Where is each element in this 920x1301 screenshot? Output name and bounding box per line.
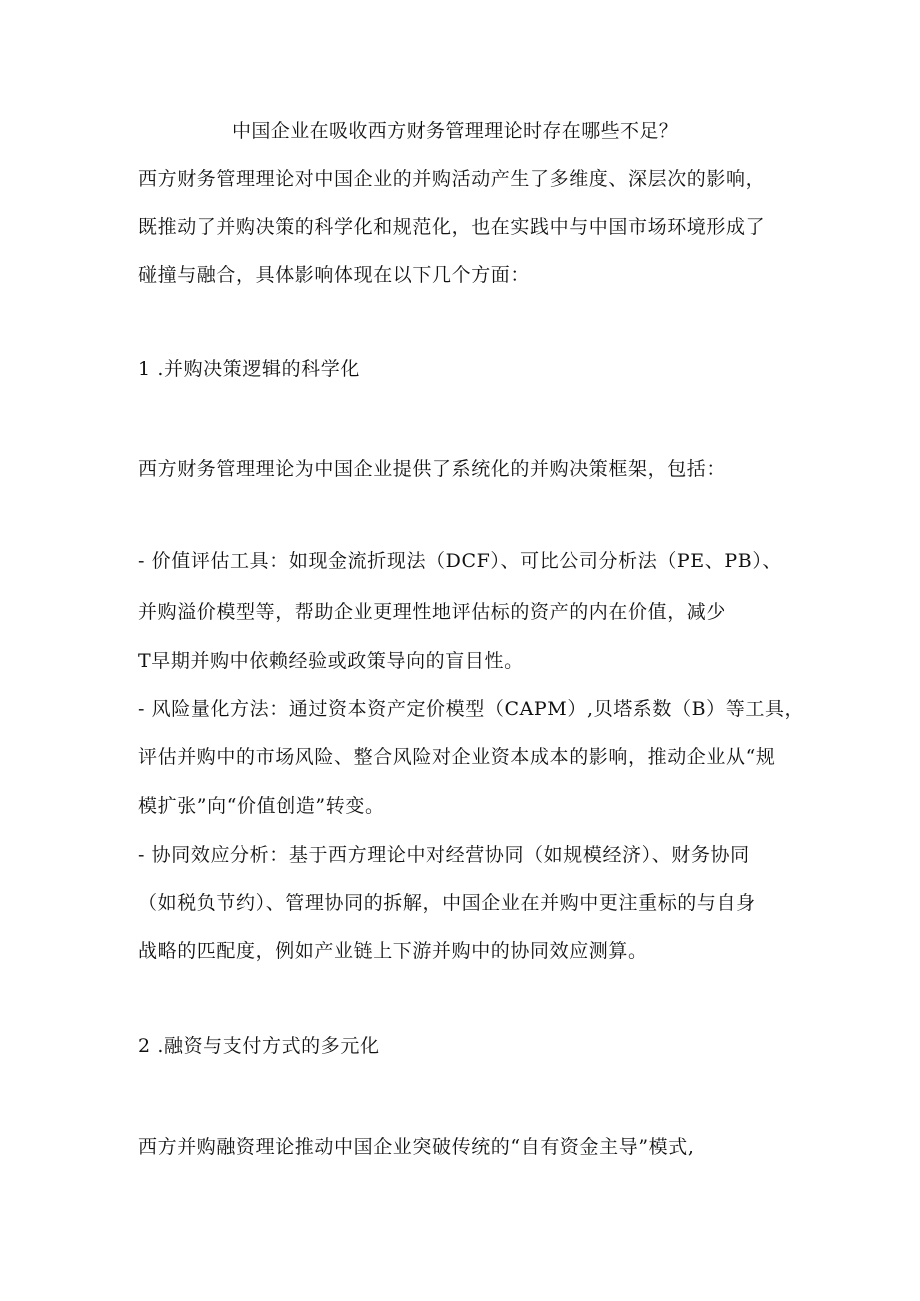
intro-line-2: 既推动了并购决策的科学化和规范化，也在实践中与中国市场环境形成了 — [138, 216, 766, 238]
intro-line-1: 西方财务管理理论对中国企业的并购活动产生了多维度、深层次的影响， — [138, 168, 766, 190]
bullet-valuation-line-3: T早期并购中依赖经验或政策导向的盲目性。 — [138, 650, 524, 672]
document-title: 中国企业在吸收西方财务管理理论时存在哪些不足？ — [232, 120, 679, 142]
intro-line-3: 碰撞与融合，具体影响体现在以下几个方面： — [138, 264, 531, 286]
bullet-synergy-line-2: （如税负节约）、管理协同的拆解，中国企业在并购中更注重标的与自身 — [138, 892, 756, 914]
bullet-synergy-line-3: 战略的匹配度，例如产业链上下游并购中的协同效应测算。 — [138, 940, 648, 962]
bullet-risk-line-1: - 风险量化方法：通过资本资产定价模型（CAPM）,贝塔系数（B）等工具， — [138, 698, 805, 720]
bullet-risk-line-3: 模扩张”向“价值创造”转变。 — [138, 795, 385, 817]
bullet-risk-line-2: 评估并购中的市场风险、整合风险对企业资本成本的影响，推动企业从“规 — [138, 746, 776, 768]
bullet-valuation-line-1: - 价值评估工具：如现金流折现法（DCF）、可比公司分析法（PE、PB）、 — [138, 550, 783, 572]
section-2-intro: 西方并购融资理论推动中国企业突破传统的“自有资金主导”模式, — [138, 1136, 695, 1158]
bullet-valuation-line-2: 并购溢价模型等，帮助企业更理性地评估标的资产的内在价值，减少 — [138, 601, 727, 623]
section-2-heading: 2 .融资与支付方式的多元化 — [138, 1035, 380, 1057]
section-1-heading: 1 .并购决策逻辑的科学化 — [138, 358, 360, 380]
section-1-intro: 西方财务管理理论为中国企业提供了系统化的并购决策框架，包括： — [138, 458, 727, 480]
bullet-synergy-line-1: - 协同效应分析：基于西方理论中对经营协同（如规模经济）、财务协同 — [138, 844, 750, 866]
